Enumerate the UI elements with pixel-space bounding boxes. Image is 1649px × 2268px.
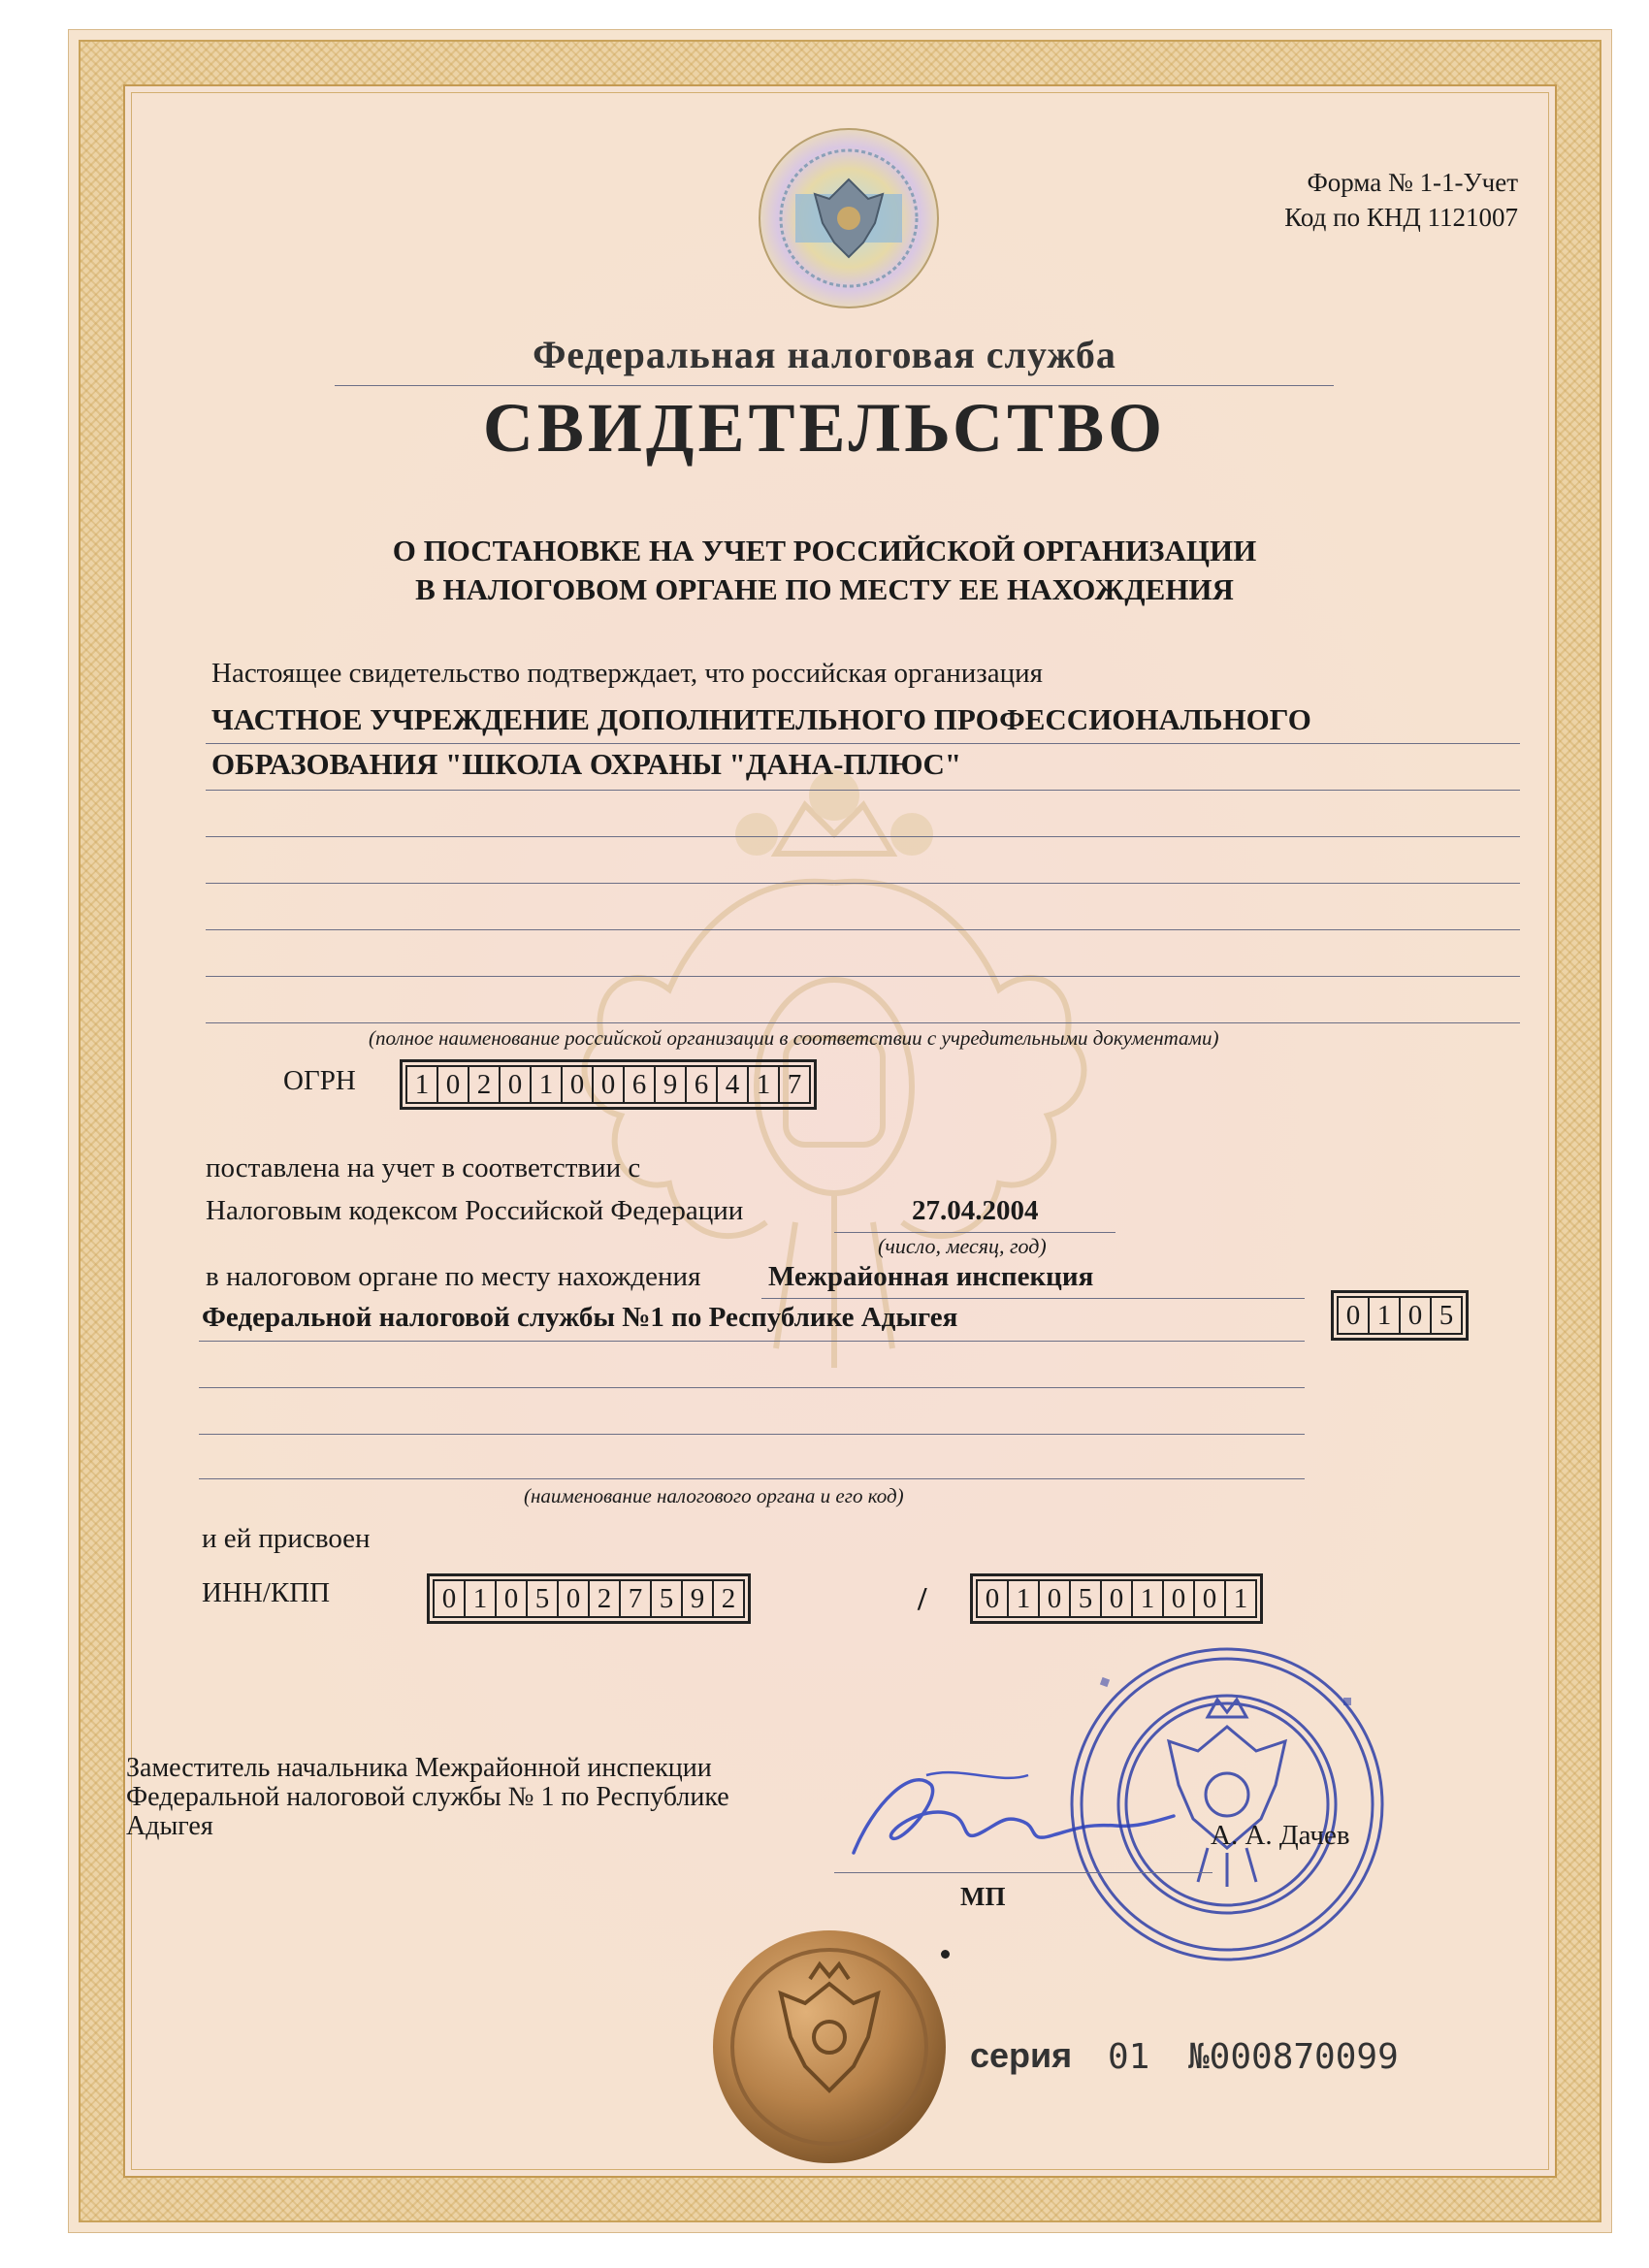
inn-digit: 0 (495, 1579, 526, 1618)
org-rule-2 (206, 790, 1520, 791)
agency-rule (335, 385, 1334, 386)
signature-rule (834, 1872, 1212, 1873)
hologram-emblem (757, 126, 941, 310)
signatory-line-1: Заместитель начальника Межрайонной инспекции (126, 1753, 712, 1783)
inn-digit: 1 (464, 1579, 495, 1618)
signatory-line-2: Федеральной налоговой службы № 1 по Республике (126, 1782, 729, 1812)
ogrn-digit: 0 (592, 1065, 623, 1104)
ogrn-digits (405, 1065, 811, 1104)
kpp-digit: 0 (1162, 1579, 1193, 1618)
kpp-digit: 0 (1100, 1579, 1131, 1618)
official-seal-stamp (1062, 1639, 1392, 1969)
tax-office-rule-3 (199, 1387, 1305, 1388)
org-rule-6 (206, 976, 1520, 977)
date-caption: (число, месяц, год) (878, 1234, 1047, 1258)
tax-office-code-digit: 5 (1430, 1296, 1463, 1335)
ogrn-label: ОГРН (283, 1065, 356, 1096)
gold-embossed-seal (708, 1926, 951, 2168)
inn-digits (433, 1579, 745, 1618)
ogrn-digit: 6 (623, 1065, 654, 1104)
ogrn-digit: 6 (685, 1065, 716, 1104)
inn-digit: 5 (650, 1579, 681, 1618)
serial-series: 01 (1108, 2037, 1150, 2077)
ogrn-digit: 0 (499, 1065, 530, 1104)
subtitle-line-1: О ПОСТАНОВКЕ НА УЧЕТ РОССИЙСКОЙ ОРГАНИЗАЦИИ (392, 534, 1257, 567)
registration-line-2: Налоговым кодексом Российской Федерации (206, 1195, 744, 1226)
form-number: Форма № 1-1-Учет (1307, 168, 1518, 197)
kpp-digit: 0 (976, 1579, 1007, 1618)
ogrn-digit: 1 (747, 1065, 778, 1104)
registration-date: 27.04.2004 (912, 1195, 1039, 1226)
document-title: СВИДЕТЕЛЬСТВО (482, 389, 1167, 467)
ogrn-digit: 2 (468, 1065, 499, 1104)
tax-office-name-1: Межрайонная инспекция (768, 1261, 1094, 1292)
tax-office-label: в налоговом органе по месту нахождения (206, 1261, 701, 1292)
organization-name-line-1: ЧАСТНОЕ УЧРЕЖДЕНИЕ ДОПОЛНИТЕЛЬНОГО ПРОФЕССИОНАЛЬНОГО (211, 702, 1311, 736)
org-rule-7 (206, 1022, 1520, 1023)
inn-digit: 0 (557, 1579, 588, 1618)
inn-digit: 5 (526, 1579, 557, 1618)
inn-field (427, 1573, 751, 1624)
signatory-title (126, 1754, 729, 1841)
kpp-field (970, 1573, 1263, 1624)
ogrn-digit: 9 (654, 1065, 685, 1104)
ogrn-digit: 1 (405, 1065, 436, 1104)
inn-kpp-label: ИНН/КПП (202, 1577, 331, 1608)
signatory-name: А. А. Дачев (1211, 1820, 1350, 1851)
document-subtitle (0, 532, 1649, 609)
inn-digit: 0 (433, 1579, 464, 1618)
subtitle-line-2: В НАЛОГОВОМ ОРГАНЕ ПО МЕСТУ ЕЕ НАХОЖДЕНИЯ (415, 572, 1234, 606)
tax-office-rule-2 (199, 1341, 1305, 1342)
tax-office-rule-4 (199, 1434, 1305, 1435)
intro-text: Настоящее свидетельство подтверждает, что российская организация (211, 658, 1043, 689)
date-rule (834, 1232, 1116, 1233)
kpp-digit: 5 (1069, 1579, 1100, 1618)
inn-digit: 7 (619, 1579, 650, 1618)
kpp-digit: 0 (1038, 1579, 1069, 1618)
tax-office-code-digit: 0 (1399, 1296, 1430, 1335)
inn-kpp-separator: / (918, 1581, 927, 1617)
ogrn-digit: 0 (561, 1065, 592, 1104)
registration-line-1: поставлена на учет в соответствии с (206, 1152, 641, 1183)
org-rule-4 (206, 883, 1520, 884)
tax-office-code-digit: 1 (1368, 1296, 1399, 1335)
tax-office-name-2: Федеральной налоговой службы №1 по Республике Адыгея (202, 1302, 958, 1333)
tax-office-rule-5 (199, 1478, 1305, 1479)
agency-name: Федеральная налоговая служба (533, 333, 1116, 376)
kpp-digit: 1 (1007, 1579, 1038, 1618)
tax-office-caption: (наименование налогового органа и его код) (524, 1484, 904, 1507)
org-rule-3 (206, 836, 1520, 837)
kpp-digit: 0 (1193, 1579, 1224, 1618)
tax-office-rule-1 (761, 1298, 1305, 1299)
ogrn-digit: 4 (716, 1065, 747, 1104)
organization-name-line-2: ОБРАЗОВАНИЯ "ШКОЛА ОХРАНЫ "ДАНА-ПЛЮС" (211, 747, 962, 781)
organization-caption: (полное наименование российской организации в соответствии с учредительными документами) (369, 1026, 1219, 1050)
org-rule-1 (206, 743, 1520, 744)
tax-office-code-digits (1337, 1296, 1463, 1335)
ogrn-digit: 7 (778, 1065, 811, 1104)
assigned-label: и ей присвоен (202, 1523, 371, 1554)
mp-label: МП (960, 1882, 1006, 1911)
ogrn-field (400, 1059, 817, 1110)
org-rule-5 (206, 929, 1520, 930)
tax-office-code-digit: 0 (1337, 1296, 1368, 1335)
kpp-digit: 1 (1131, 1579, 1162, 1618)
tax-office-code-field (1331, 1290, 1469, 1341)
serial-number: №000870099 (1188, 2037, 1399, 2077)
ogrn-digit: 0 (436, 1065, 468, 1104)
kpp-digits (976, 1579, 1257, 1618)
signatory-line-3: Адыгея (126, 1811, 213, 1841)
ogrn-digit: 1 (530, 1065, 561, 1104)
inn-digit: 9 (681, 1579, 712, 1618)
kpp-digit: 1 (1224, 1579, 1257, 1618)
form-identifier (1284, 165, 1518, 235)
serial-label: серия (970, 2035, 1073, 2075)
form-knd-code: Код по КНД 1121007 (1284, 203, 1518, 232)
inn-digit: 2 (588, 1579, 619, 1618)
inn-digit: 2 (712, 1579, 745, 1618)
